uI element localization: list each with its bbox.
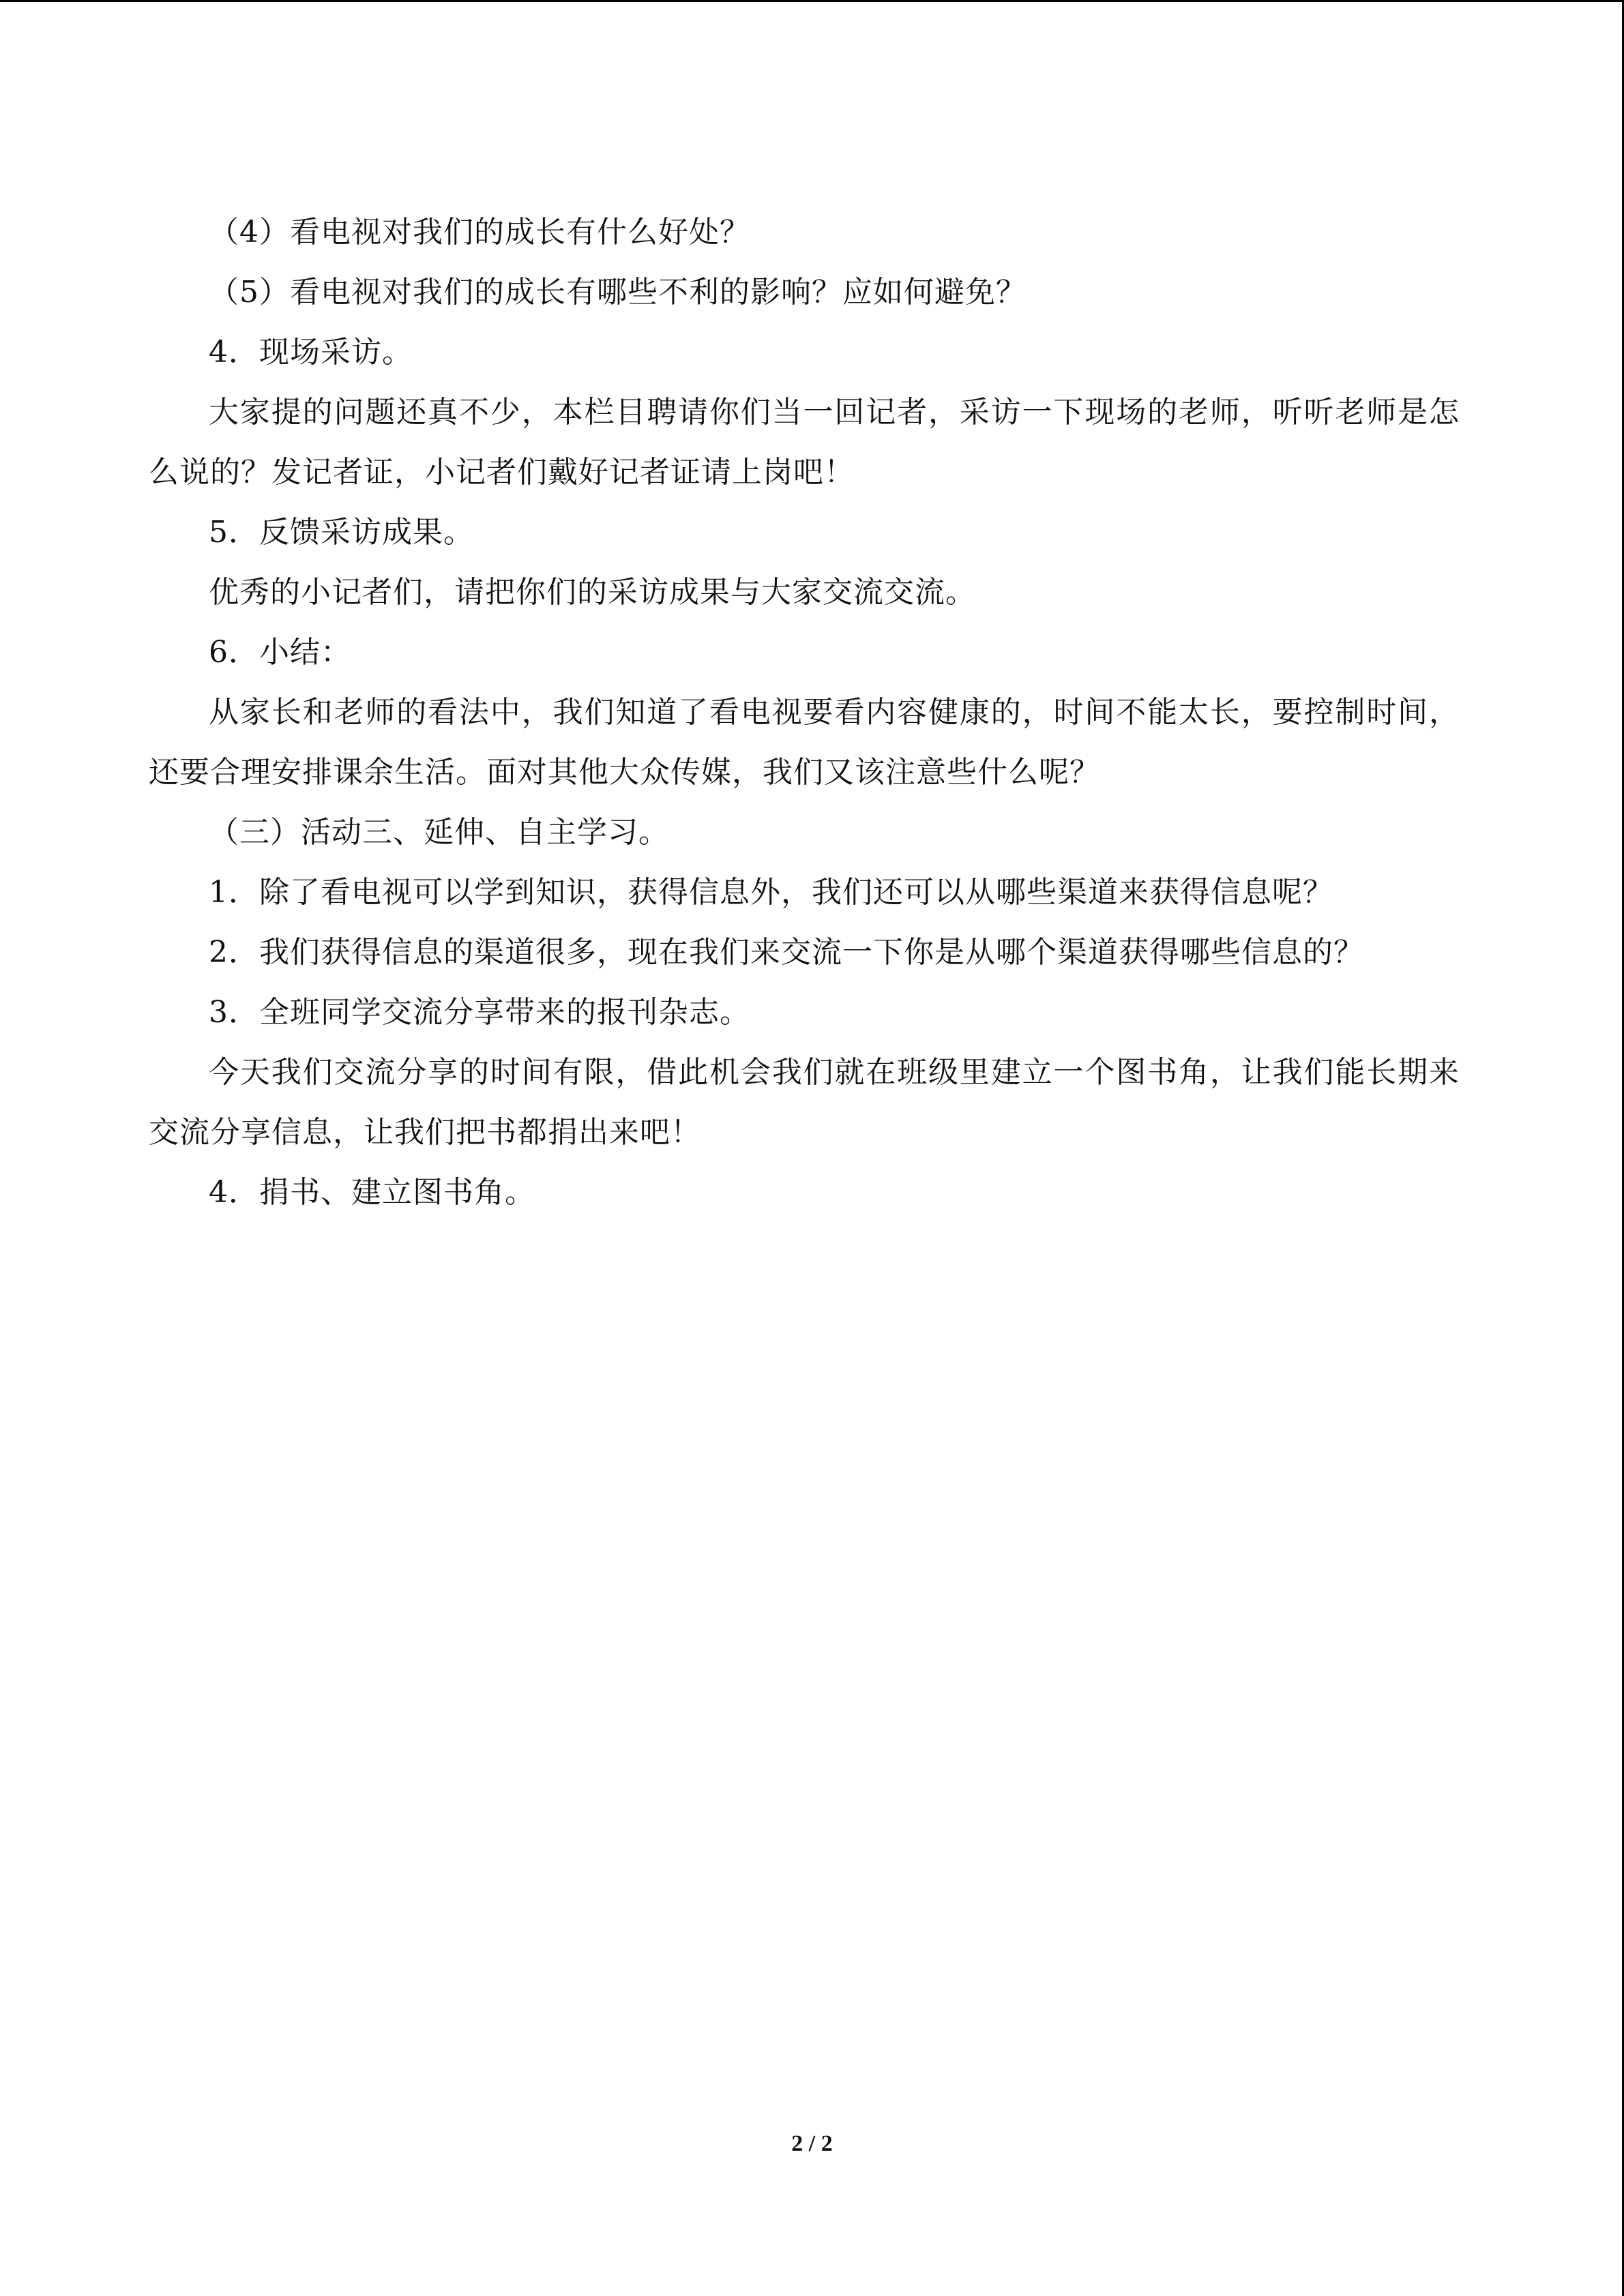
document-body <box>149 203 1460 1223</box>
activity-3-item-3: 3．全班同学交流分享带来的报刊杂志。 <box>209 995 750 1030</box>
step-4-heading: 4．现场采访。 <box>209 335 413 370</box>
activity-3-item-4: 4．捐书、建立图书角。 <box>209 1175 535 1210</box>
question-5: （5）看电视对我们的成长有哪些不利的影响？应如何避免？ <box>209 275 1027 310</box>
step-6-heading: 6．小结： <box>209 635 351 670</box>
activity-3-item-2: 2．我们获得信息的渠道很多，现在我们来交流一下你是从哪个渠道获得哪些信息的？ <box>209 935 1364 970</box>
activity-3-text: 今天我们交流分享的时间有限，借此机会我们就在班级里建立一个图书角，让我们能长期来交流分享信息，让我们把书都捐出来吧！ <box>149 1055 1460 1150</box>
step-5-heading: 5．反馈采访成果。 <box>209 515 474 550</box>
step-5-text: 优秀的小记者们，请把你们的采访成果与大家交流交流。 <box>209 575 976 610</box>
activity-3-heading: （三）活动三、延伸、自主学习。 <box>209 815 669 850</box>
step-4-text: 大家提的问题还真不少，本栏目聘请你们当一回记者，采访一下现场的老师，听听老师是怎么说的？发记者证，小记者们戴好记者证请上岗吧！ <box>149 395 1460 490</box>
step-6-text: 从家长和老师的看法中，我们知道了看电视要看内容健康的，时间不能太长，要控制时间，还要合理安排课余生活。面对其他大众传媒，我们又该注意些什么呢？ <box>149 695 1460 790</box>
activity-3-item-1: 1．除了看电视可以学到知识，获得信息外，我们还可以从哪些渠道来获得信息呢？ <box>209 875 1333 910</box>
page-number: 2 / 2 <box>791 2131 833 2156</box>
page-top-border <box>0 0 1624 2</box>
question-4: （4）看电视对我们的成长有什么好处？ <box>209 215 750 250</box>
